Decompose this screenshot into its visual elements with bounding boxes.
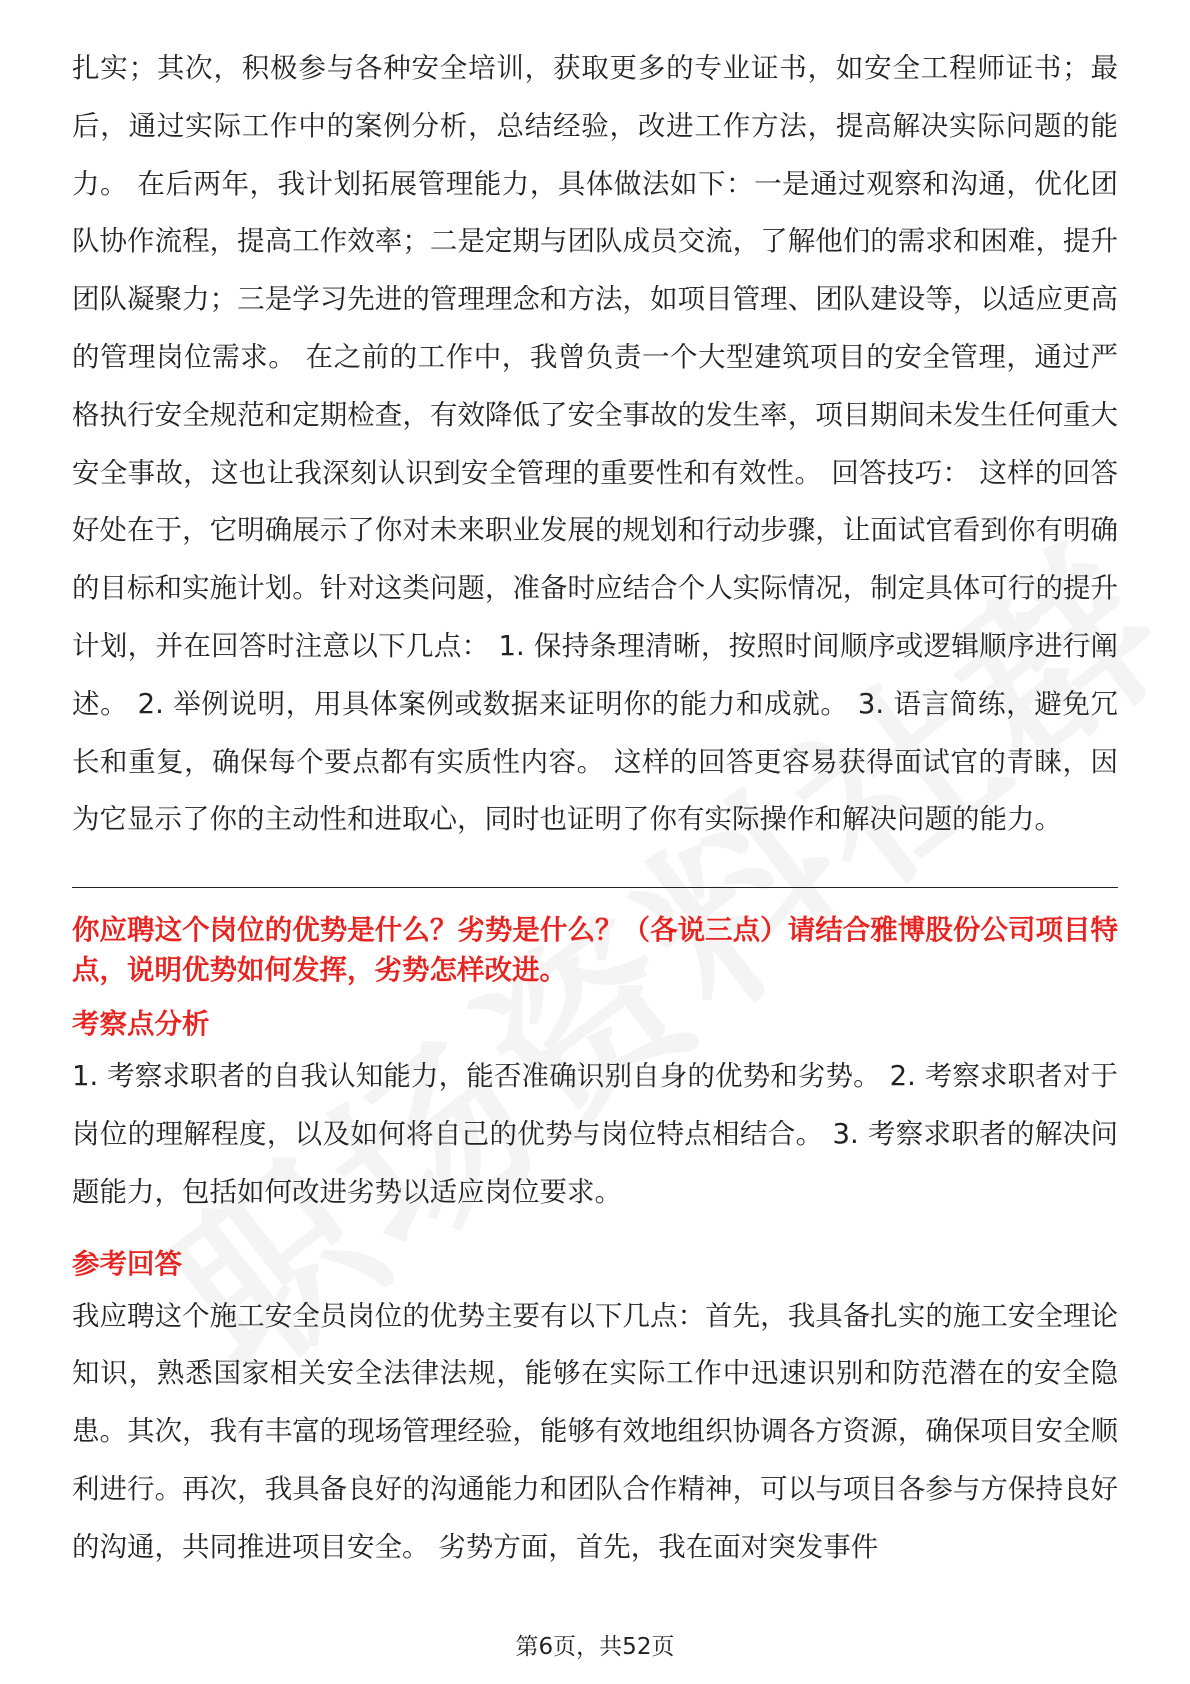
analysis-body: 1. 考察求职者的自我认知能力，能否准确识别自身的优势和劣势。 2. 考察求职者对于岗位的理解程度，以及如何将自己的优势与岗位特点相结合。 3. 考察求职者的解决问题能力，包括如何改进劣势以适应岗位要求。	[72, 1060, 1118, 1208]
section-divider	[72, 887, 1118, 888]
analysis-title: 考察点分析	[72, 1008, 210, 1041]
intro-paragraph: 扎实；其次，积极参与各种安全培训，获取更多的专业证书，如安全工程师证书；最后，通过实际工作中的案例分析，总结经验，改进工作方法，提高解决实际问题的能力。 在后两年，我计划拓展管理能力，具体做法如下：一是通过观察和沟通，优化团队协作流程，提高工作效率；二是定期与团队成员交流，了解他们的需求和困难，提升团队凝聚力；三是学习先进的管理理念和方法，如项目管理、团队建设等，以适应更高的管理岗位需求。 在之前的工作中，我曾负责一个大型建筑项目的安全管理，通过严格执行安全规范和定期检查，有效降低了安全事故的发生率，项目期间未发生任何重大安全事故，这也让我深刻认识到安全管理的重要性和有效性。 回答技巧： 这样的回答好处在于，它明确展示了你对未来职业发展的规划和行动步骤，让面试官看到你有明确的目标和实施计划。针对这类问题，准备时应结合个人实际情况，制定具体可行的提升计划，并在回答时注意以下几点： 1. 保持条理清晰，按照时间顺序或逻辑顺序进行阐述。 2. 举例说明，用具体案例或数据来证明你的能力和成就。 3. 语言简练，避免冗长和重复，确保每个要点都有实质性内容。 这样的回答更容易获得面试官的青睐，因为它显示了你的主动性和进取心，同时也证明了你有实际操作和解决问题的能力。	[72, 52, 1118, 836]
reference-title: 参考回答	[72, 1247, 182, 1280]
page-number: 第6页，共52页	[515, 1634, 675, 1660]
reference-body: 我应聘这个施工安全员岗位的优势主要有以下几点：首先，我具备扎实的施工安全理论知识，熟悉国家相关安全法律法规，能够在实际工作中迅速识别和防范潜在的安全隐患。其次，我有丰富的现场管理经验，能够有效地组织协调各方资源，确保项目安全顺利进行。再次，我具备良好的沟通能力和团队合作精神，可以与项目各参与方保持良好的沟通，共同推进项目安全。 劣势方面，首先，我在面对突发事件	[72, 1299, 1118, 1563]
question-heading: 你应聘这个岗位的优势是什么？劣势是什么？（各说三点）请结合雅博股份公司项目特点，说明优势如何发挥，劣势怎样改进。	[72, 914, 1118, 987]
page-content	[72, 40, 1118, 1577]
